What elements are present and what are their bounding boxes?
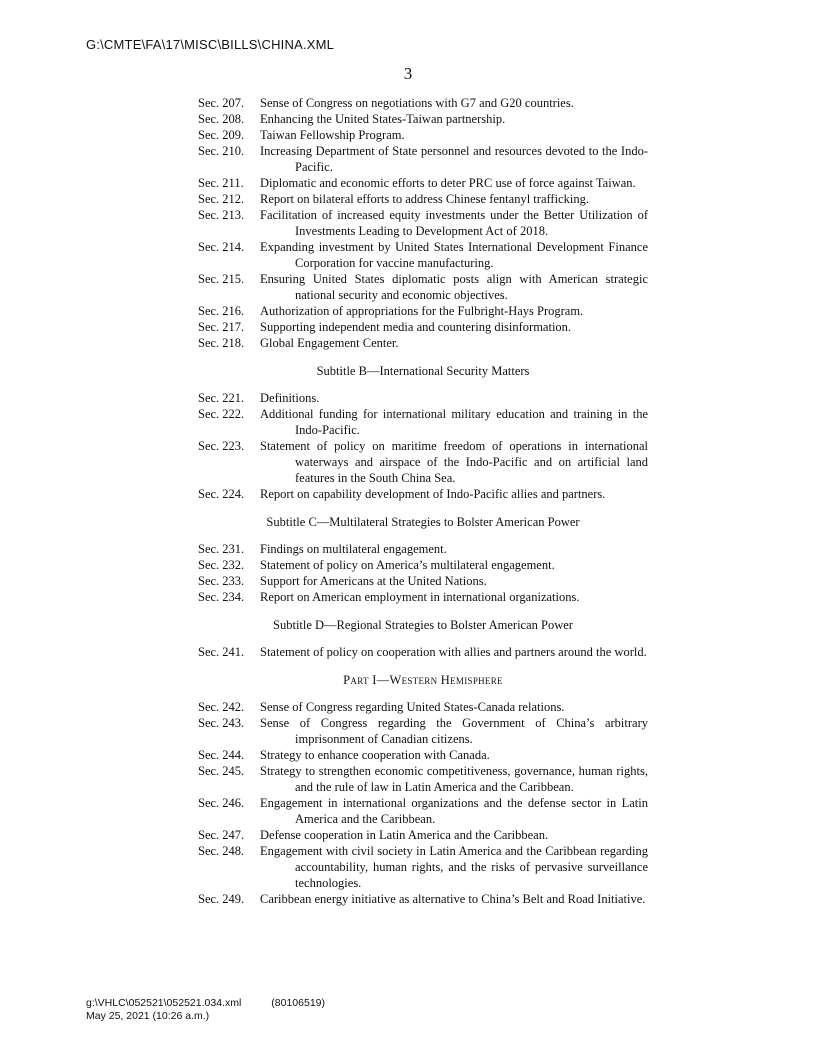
section-number: Sec. 233. (198, 574, 245, 588)
section-title: Report on American employment in international organizations. (260, 590, 580, 604)
toc-entry (198, 486, 648, 502)
file-path-header: G:\CMTE\FA\17\MISC\BILLS\CHINA.XML (86, 37, 335, 52)
section-title: Support for Americans at the United Nations. (260, 574, 487, 588)
section-number: Sec. 209. (198, 128, 245, 142)
section-number: Sec. 247. (198, 828, 245, 842)
section-title: Strategy to strengthen economic competitiveness, governance, human rights, and the rule of law in Latin America and the Caribbean. (260, 764, 648, 794)
section-title: Caribbean energy initiative as alternative to China’s Belt and Road Initiative. (260, 892, 646, 906)
section-title: Strategy to enhance cooperation with Canada. (260, 748, 490, 762)
section-title: Sense of Congress on negotiations with G7 and G20 countries. (260, 96, 574, 110)
toc-entry (198, 143, 648, 175)
section-title: Report on capability development of Indo-Pacific allies and partners. (260, 487, 606, 501)
toc-entry (198, 795, 648, 827)
toc-entry (198, 589, 648, 605)
toc-entry (198, 207, 648, 239)
section-number: Sec. 244. (198, 748, 245, 762)
section-title: Taiwan Fellowship Program. (260, 128, 405, 142)
toc-entry (198, 715, 648, 747)
section-number: Sec. 216. (198, 304, 245, 318)
section-number: Sec. 213. (198, 208, 245, 222)
section-title: Global Engagement Center. (260, 336, 399, 350)
section-title: Engagement with civil society in Latin America and the Caribbean regarding accountability, human rights, and the risks of pervasive surveillance technologies. (260, 844, 648, 890)
toc-entry (198, 239, 648, 271)
section-number: Sec. 221. (198, 391, 245, 405)
section-title: Sense of Congress regarding United States-Canada relations. (260, 700, 565, 714)
section-number: Sec. 243. (198, 716, 245, 730)
toc-entry (198, 827, 648, 843)
toc-entry (198, 271, 648, 303)
toc-entry (198, 319, 648, 335)
section-number: Sec. 249. (198, 892, 245, 906)
section-title: Findings on multilateral engagement. (260, 542, 447, 556)
toc-group (198, 541, 648, 605)
toc-entry (198, 644, 648, 660)
section-title: Statement of policy on maritime freedom of operations in international waterways and airspace of the Indo-Pacific and on artificial land features in the South China Sea. (260, 439, 648, 485)
section-title: Engagement in international organizations and the defense sector in Latin America and the Caribbean. (260, 796, 648, 826)
toc-entry (198, 127, 648, 143)
section-number: Sec. 207. (198, 96, 245, 110)
toc-group (198, 699, 648, 907)
section-title: Enhancing the United States-Taiwan partnership. (260, 112, 506, 126)
section-number: Sec. 212. (198, 192, 245, 206)
section-title: Report on bilateral efforts to address Chinese fentanyl trafficking. (260, 192, 589, 206)
toc-entry (198, 747, 648, 763)
section-title: Ensuring United States diplomatic posts align with American strategic national security and economic objectives. (260, 272, 648, 302)
section-number: Sec. 231. (198, 542, 245, 556)
footer (86, 997, 325, 1023)
section-number: Sec. 210. (198, 144, 245, 158)
toc-entry (198, 763, 648, 795)
section-number: Sec. 232. (198, 558, 245, 572)
section-number: Sec. 224. (198, 487, 245, 501)
page-number: 3 (403, 64, 413, 83)
section-title: Definitions. (260, 391, 320, 405)
section-title: Expanding investment by United States International Development Finance Corporation for vaccine manufacturing. (260, 240, 648, 270)
section-number: Sec. 242. (198, 700, 245, 714)
section-title: Additional funding for international military education and training in the Indo-Pacific. (260, 407, 648, 437)
section-number: Sec. 222. (198, 407, 245, 421)
footer-date: May 25, 2021 (10:26 a.m.) (86, 1010, 210, 1022)
section-title: Statement of policy on America’s multilateral engagement. (260, 558, 555, 572)
subtitle-b-heading: Subtitle B—International Security Matters (316, 364, 530, 378)
section-number: Sec. 208. (198, 112, 245, 126)
toc-group (198, 644, 648, 660)
section-title: Authorization of appropriations for the Fulbright-Hays Program. (260, 304, 584, 318)
section-number: Sec. 241. (198, 645, 245, 659)
section-number: Sec. 217. (198, 320, 245, 334)
section-title: Supporting independent media and countering disinformation. (260, 320, 572, 334)
section-number: Sec. 248. (198, 844, 245, 858)
section-number: Sec. 246. (198, 796, 245, 810)
toc-entry (198, 303, 648, 319)
toc-entry (198, 438, 648, 486)
toc-entry (198, 573, 648, 589)
toc-entry (198, 335, 648, 351)
toc-entry (198, 191, 648, 207)
toc-entry (198, 891, 648, 907)
toc-entry (198, 390, 648, 406)
section-number: Sec. 218. (198, 336, 245, 350)
footer-file-path: g:\VHLC\052521\052521.034.xml (86, 997, 242, 1009)
section-number: Sec. 211. (198, 176, 244, 190)
subtitle-d-heading: Subtitle D—Regional Strategies to Bolster American Power (273, 618, 573, 632)
footer-doc-code: (80106519) (271, 997, 325, 1009)
toc-entry (198, 557, 648, 573)
toc-entry (198, 541, 648, 557)
section-number: Sec. 214. (198, 240, 245, 254)
section-title: Increasing Department of State personnel and resources devoted to the Indo-Pacific. (260, 144, 648, 174)
section-title: Statement of policy on cooperation with allies and partners around the world. (260, 645, 647, 659)
toc-entry (198, 699, 648, 715)
section-number: Sec. 223. (198, 439, 245, 453)
section-number: Sec. 215. (198, 272, 245, 286)
toc-group (198, 95, 648, 351)
toc-entry (198, 406, 648, 438)
section-title: Diplomatic and economic efforts to deter PRC use of force against Taiwan. (260, 176, 636, 190)
toc-entry (198, 95, 648, 111)
subtitle-c-heading: Subtitle C—Multilateral Strategies to Bolster American Power (266, 515, 580, 529)
section-number: Sec. 234. (198, 590, 245, 604)
toc-entry (198, 843, 648, 891)
section-title: Sense of Congress regarding the Government of China’s arbitrary imprisonment of Canadian citizens. (260, 716, 648, 746)
section-number: Sec. 245. (198, 764, 245, 778)
toc-entry (198, 111, 648, 127)
toc-group (198, 390, 648, 502)
section-title: Facilitation of increased equity investments under the Better Utilization of Investments Leading to Development Act of 2018. (260, 208, 648, 238)
section-title: Defense cooperation in Latin America and the Caribbean. (260, 828, 549, 842)
toc-entry (198, 175, 648, 191)
part-i-heading: Part I—Western Hemisphere (343, 673, 503, 687)
table-of-contents (198, 95, 648, 907)
